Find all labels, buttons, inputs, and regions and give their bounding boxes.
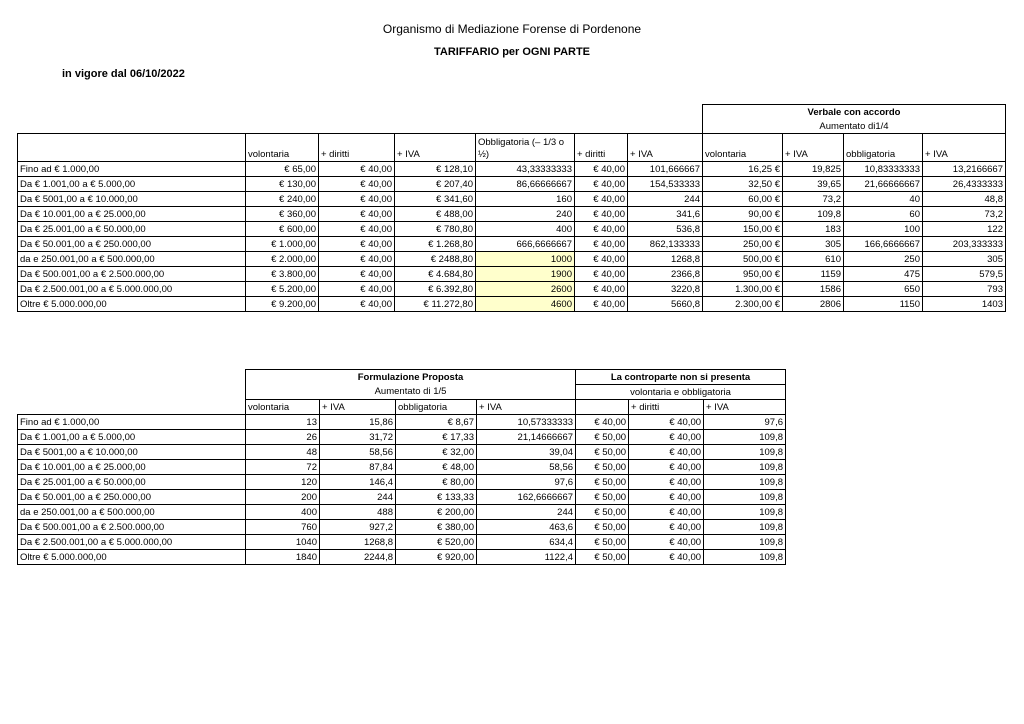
column-header: + IVA bbox=[395, 134, 476, 162]
table-cell: 109,8 bbox=[704, 535, 786, 550]
row-label: Da € 1.001,00 a € 5.000,00 bbox=[18, 430, 246, 445]
table-row bbox=[18, 430, 786, 445]
table-cell: € 50,00 bbox=[576, 520, 629, 535]
table-row bbox=[18, 282, 1006, 297]
table-cell: 13,2166667 bbox=[923, 162, 1006, 177]
row-label: Oltre € 5.000.000,00 bbox=[18, 297, 246, 312]
table-cell: 1040 bbox=[246, 535, 320, 550]
table-cell: 72 bbox=[246, 460, 320, 475]
table-cell: € 1.268,80 bbox=[395, 237, 476, 252]
table-cell: € 920,00 bbox=[396, 550, 477, 565]
table-cell: € 40,00 bbox=[575, 282, 628, 297]
table-cell: 1840 bbox=[246, 550, 320, 565]
table-cell: 162,6666667 bbox=[477, 490, 576, 505]
table-cell: 1268,8 bbox=[628, 252, 703, 267]
table-cell: € 2488,80 bbox=[395, 252, 476, 267]
row-label: da e 250.001,00 a € 500.000,00 bbox=[18, 505, 246, 520]
table-cell: € 240,00 bbox=[246, 192, 319, 207]
table-cell: € 207,40 bbox=[395, 177, 476, 192]
table-cell: € 40,00 bbox=[629, 535, 704, 550]
table-cell: € 600,00 bbox=[246, 222, 319, 237]
table-cell: € 380,00 bbox=[396, 520, 477, 535]
table-row bbox=[18, 192, 1006, 207]
document-subtitle: TARIFFARIO per OGNI PARTE bbox=[433, 46, 591, 58]
table-cell: 1586 bbox=[783, 282, 844, 297]
table-cell: € 780,80 bbox=[395, 222, 476, 237]
table-cell: 2366,8 bbox=[628, 267, 703, 282]
table-cell: € 50,00 bbox=[576, 505, 629, 520]
table-cell: 109,8 bbox=[704, 505, 786, 520]
tariff-header-row bbox=[18, 134, 1006, 162]
table-cell: 2600 bbox=[476, 282, 575, 297]
column-header: + IVA bbox=[923, 134, 1006, 162]
table-cell: 13 bbox=[246, 415, 320, 430]
row-label: Da € 500.001,00 a € 2.500.000,00 bbox=[18, 267, 246, 282]
absent-group-title: La controparte non si presenta bbox=[576, 370, 786, 385]
proposal-group-subtitle: Aumentato di 1/5 bbox=[246, 385, 576, 400]
table-cell: € 11.272,80 bbox=[395, 297, 476, 312]
table-cell: 1.300,00 € bbox=[703, 282, 783, 297]
table-cell: € 4.684,80 bbox=[395, 267, 476, 282]
row-label: da e 250.001,00 a € 500.000,00 bbox=[18, 252, 246, 267]
table-cell: 927,2 bbox=[320, 520, 396, 535]
table-cell: 39,65 bbox=[783, 177, 844, 192]
table-cell: 2.300,00 € bbox=[703, 297, 783, 312]
table-cell: 2244,8 bbox=[320, 550, 396, 565]
table-cell: 87,84 bbox=[320, 460, 396, 475]
table-cell: € 50,00 bbox=[576, 490, 629, 505]
table-cell: € 341,60 bbox=[395, 192, 476, 207]
table-row bbox=[18, 460, 786, 475]
table-cell: 86,66666667 bbox=[476, 177, 575, 192]
table-cell: 58,56 bbox=[320, 445, 396, 460]
table-cell: 150,00 € bbox=[703, 222, 783, 237]
table-cell: 31,72 bbox=[320, 430, 396, 445]
table-cell: 244 bbox=[477, 505, 576, 520]
table-cell: 1122,4 bbox=[477, 550, 576, 565]
table-row bbox=[18, 535, 786, 550]
table-cell: 48,8 bbox=[923, 192, 1006, 207]
table-cell: 26 bbox=[246, 430, 320, 445]
table-cell: 400 bbox=[476, 222, 575, 237]
table-cell: € 50,00 bbox=[576, 460, 629, 475]
column-header: obbligatoria bbox=[844, 134, 923, 162]
table-cell: € 40,00 bbox=[575, 252, 628, 267]
row-label: Da € 1.001,00 a € 5.000,00 bbox=[18, 177, 246, 192]
table-cell: 475 bbox=[844, 267, 923, 282]
table-cell: € 130,00 bbox=[246, 177, 319, 192]
row-label: Da € 500.001,00 a € 2.500.000,00 bbox=[18, 520, 246, 535]
table-row bbox=[18, 237, 1006, 252]
table-cell: 634,4 bbox=[477, 535, 576, 550]
table-cell: 16,25 € bbox=[703, 162, 783, 177]
table-row bbox=[18, 297, 1006, 312]
table-cell: 100 bbox=[844, 222, 923, 237]
table-cell: 109,8 bbox=[704, 445, 786, 460]
table-cell: 650 bbox=[844, 282, 923, 297]
table-cell: 21,14666667 bbox=[477, 430, 576, 445]
table-cell: 341,6 bbox=[628, 207, 703, 222]
table-cell: 536,8 bbox=[628, 222, 703, 237]
table-cell: 203,333333 bbox=[923, 237, 1006, 252]
table-cell: € 40,00 bbox=[319, 252, 395, 267]
table-row bbox=[18, 207, 1006, 222]
table-cell: 109,8 bbox=[704, 550, 786, 565]
table-cell: 1159 bbox=[783, 267, 844, 282]
table-row bbox=[18, 177, 1006, 192]
table-row bbox=[18, 162, 1006, 177]
table-cell: € 40,00 bbox=[319, 192, 395, 207]
table-cell: € 520,00 bbox=[396, 535, 477, 550]
table-cell: € 65,00 bbox=[246, 162, 319, 177]
row-label: Da € 10.001,00 a € 25.000,00 bbox=[18, 207, 246, 222]
row-label: Fino ad € 1.000,00 bbox=[18, 415, 246, 430]
table-cell: € 133,33 bbox=[396, 490, 477, 505]
table-cell: 3220,8 bbox=[628, 282, 703, 297]
column-header: obbligatoria bbox=[396, 400, 477, 415]
table-cell: 120 bbox=[246, 475, 320, 490]
table-cell: € 40,00 bbox=[575, 162, 628, 177]
table-row bbox=[18, 267, 1006, 282]
table-row bbox=[18, 550, 786, 565]
table-cell: € 40,00 bbox=[629, 520, 704, 535]
table-cell: 21,66666667 bbox=[844, 177, 923, 192]
table-cell: 97,6 bbox=[704, 415, 786, 430]
table-cell: € 6.392,80 bbox=[395, 282, 476, 297]
table-cell: € 40,00 bbox=[575, 207, 628, 222]
table-cell: € 48,00 bbox=[396, 460, 477, 475]
table-cell: 4600 bbox=[476, 297, 575, 312]
absent-group-subtitle: volontaria e obbligatoria bbox=[576, 385, 786, 400]
table-cell: 73,2 bbox=[783, 192, 844, 207]
table-cell: 109,8 bbox=[783, 207, 844, 222]
table-cell: € 40,00 bbox=[319, 162, 395, 177]
proposal-group-title: Formulazione Proposta bbox=[246, 370, 576, 385]
table-cell: 500,00 € bbox=[703, 252, 783, 267]
column-header: Obbligatoria (– 1/3 o ½) bbox=[476, 134, 575, 162]
table-cell: 19,825 bbox=[783, 162, 844, 177]
table-cell: € 80,00 bbox=[396, 475, 477, 490]
column-header: + IVA bbox=[783, 134, 844, 162]
table-cell: € 40,00 bbox=[575, 237, 628, 252]
table-cell: 1268,8 bbox=[320, 535, 396, 550]
table-cell: € 8,67 bbox=[396, 415, 477, 430]
table-cell: 97,6 bbox=[477, 475, 576, 490]
table-cell: € 128,10 bbox=[395, 162, 476, 177]
table-cell: 463,6 bbox=[477, 520, 576, 535]
table-cell: € 2.000,00 bbox=[246, 252, 319, 267]
row-label: Oltre € 5.000.000,00 bbox=[18, 550, 246, 565]
table-cell: 250 bbox=[844, 252, 923, 267]
table-row bbox=[18, 505, 786, 520]
table-cell: 60,00 € bbox=[703, 192, 783, 207]
table-cell: 183 bbox=[783, 222, 844, 237]
column-header: volontaria bbox=[246, 400, 320, 415]
row-label-header bbox=[18, 134, 246, 162]
table-cell: € 40,00 bbox=[319, 297, 395, 312]
table-cell: 43,33333333 bbox=[476, 162, 575, 177]
proposal-table bbox=[17, 369, 786, 565]
table-cell: 60 bbox=[844, 207, 923, 222]
table-cell: 400 bbox=[246, 505, 320, 520]
table-cell: € 40,00 bbox=[629, 550, 704, 565]
column-header: + IVA bbox=[320, 400, 396, 415]
column-header: + IVA bbox=[477, 400, 576, 415]
table-cell: € 40,00 bbox=[629, 415, 704, 430]
table-row bbox=[18, 252, 1006, 267]
table-cell: € 50,00 bbox=[576, 475, 629, 490]
table-cell: € 50,00 bbox=[576, 445, 629, 460]
table-cell: 58,56 bbox=[477, 460, 576, 475]
table-cell: 2806 bbox=[783, 297, 844, 312]
row-label: Da € 25.001,00 a € 50.000,00 bbox=[18, 475, 246, 490]
table-cell: 5660,8 bbox=[628, 297, 703, 312]
table-cell: € 40,00 bbox=[575, 267, 628, 282]
table-cell: 109,8 bbox=[704, 490, 786, 505]
table-row bbox=[18, 222, 1006, 237]
table-cell: 40 bbox=[844, 192, 923, 207]
row-label: Da € 25.001,00 a € 50.000,00 bbox=[18, 222, 246, 237]
table-cell: € 200,00 bbox=[396, 505, 477, 520]
row-label: Fino ad € 1.000,00 bbox=[18, 162, 246, 177]
table-cell: 109,8 bbox=[704, 475, 786, 490]
table-cell: 793 bbox=[923, 282, 1006, 297]
table-cell: € 17,33 bbox=[396, 430, 477, 445]
table-cell: 488 bbox=[320, 505, 396, 520]
table-cell: 1150 bbox=[844, 297, 923, 312]
table-cell: € 360,00 bbox=[246, 207, 319, 222]
table-cell: 10,57333333 bbox=[477, 415, 576, 430]
table-cell: € 40,00 bbox=[319, 267, 395, 282]
effective-date: in vigore dal 06/10/2022 bbox=[62, 68, 185, 80]
column-header: + diritti bbox=[575, 134, 628, 162]
table-cell: 109,8 bbox=[704, 520, 786, 535]
table-cell: € 488,00 bbox=[395, 207, 476, 222]
column-header: + IVA bbox=[704, 400, 786, 415]
table-cell: 305 bbox=[783, 237, 844, 252]
table-cell: 579,5 bbox=[923, 267, 1006, 282]
table-cell: € 40,00 bbox=[629, 445, 704, 460]
table-cell: 166,6666667 bbox=[844, 237, 923, 252]
column-header bbox=[576, 400, 629, 415]
column-header: + IVA bbox=[628, 134, 703, 162]
table-cell: 101,666667 bbox=[628, 162, 703, 177]
column-header: volontaria bbox=[246, 134, 319, 162]
table-cell: € 40,00 bbox=[319, 207, 395, 222]
table-cell: € 40,00 bbox=[575, 297, 628, 312]
table-cell: € 40,00 bbox=[575, 192, 628, 207]
table-cell: € 3.800,00 bbox=[246, 267, 319, 282]
verbale-group-title: Verbale con accordo bbox=[703, 105, 1006, 120]
table-cell: 610 bbox=[783, 252, 844, 267]
table-cell: € 40,00 bbox=[576, 415, 629, 430]
table-cell: € 40,00 bbox=[629, 505, 704, 520]
row-label: Da € 2.500.001,00 a € 5.000.000,00 bbox=[18, 282, 246, 297]
table-cell: € 40,00 bbox=[629, 430, 704, 445]
table-cell: 760 bbox=[246, 520, 320, 535]
table-cell: 48 bbox=[246, 445, 320, 460]
table-cell: € 1.000,00 bbox=[246, 237, 319, 252]
table-cell: 26,4333333 bbox=[923, 177, 1006, 192]
row-label: Da € 50.001,00 a € 250.000,00 bbox=[18, 490, 246, 505]
table-cell: € 40,00 bbox=[575, 222, 628, 237]
row-label-header bbox=[18, 400, 246, 415]
table-cell: 305 bbox=[923, 252, 1006, 267]
table-cell: 1900 bbox=[476, 267, 575, 282]
table-cell: € 40,00 bbox=[319, 237, 395, 252]
table-cell: 32,50 € bbox=[703, 177, 783, 192]
table-cell: € 40,00 bbox=[629, 475, 704, 490]
table-cell: 154,533333 bbox=[628, 177, 703, 192]
table-row bbox=[18, 415, 786, 430]
table-cell: 244 bbox=[628, 192, 703, 207]
table-cell: 73,2 bbox=[923, 207, 1006, 222]
table-row bbox=[18, 490, 786, 505]
column-header: + diritti bbox=[629, 400, 704, 415]
table-cell: € 50,00 bbox=[576, 430, 629, 445]
table-row bbox=[18, 475, 786, 490]
column-header: + diritti bbox=[319, 134, 395, 162]
row-label: Da € 5001,00 a € 10.000,00 bbox=[18, 445, 246, 460]
table-cell: € 40,00 bbox=[319, 222, 395, 237]
table-cell: 250,00 € bbox=[703, 237, 783, 252]
table-cell: € 40,00 bbox=[319, 282, 395, 297]
table-cell: € 50,00 bbox=[576, 535, 629, 550]
table-cell: 109,8 bbox=[704, 430, 786, 445]
table-cell: 1000 bbox=[476, 252, 575, 267]
table-row bbox=[18, 445, 786, 460]
table-cell: 950,00 € bbox=[703, 267, 783, 282]
table-cell: 10,83333333 bbox=[844, 162, 923, 177]
row-label: Da € 5001,00 a € 10.000,00 bbox=[18, 192, 246, 207]
table-cell: € 32,00 bbox=[396, 445, 477, 460]
table-cell: 244 bbox=[320, 490, 396, 505]
table-cell: 200 bbox=[246, 490, 320, 505]
table-cell: 109,8 bbox=[704, 460, 786, 475]
row-label: Da € 50.001,00 a € 250.000,00 bbox=[18, 237, 246, 252]
table-cell: € 40,00 bbox=[629, 490, 704, 505]
table-cell: 1403 bbox=[923, 297, 1006, 312]
table-cell: € 40,00 bbox=[629, 460, 704, 475]
row-label: Da € 2.500.001,00 a € 5.000.000,00 bbox=[18, 535, 246, 550]
document-title: Organismo di Mediazione Forense di Pordenone bbox=[382, 22, 642, 36]
table-cell: 90,00 € bbox=[703, 207, 783, 222]
proposal-header-row bbox=[18, 400, 786, 415]
table-cell: € 5.200,00 bbox=[246, 282, 319, 297]
table-cell: 862,133333 bbox=[628, 237, 703, 252]
table-cell: € 9.200,00 bbox=[246, 297, 319, 312]
tariff-table bbox=[17, 104, 1006, 312]
table-cell: € 40,00 bbox=[319, 177, 395, 192]
table-cell: 240 bbox=[476, 207, 575, 222]
table-cell: 15,86 bbox=[320, 415, 396, 430]
table-cell: 146,4 bbox=[320, 475, 396, 490]
table-cell: 122 bbox=[923, 222, 1006, 237]
table-cell: 666,6666667 bbox=[476, 237, 575, 252]
verbale-group-subtitle: Aumentato di1/4 bbox=[703, 119, 1006, 134]
table-cell: 39,04 bbox=[477, 445, 576, 460]
table-cell: 160 bbox=[476, 192, 575, 207]
column-header: volontaria bbox=[703, 134, 783, 162]
table-cell: € 40,00 bbox=[575, 177, 628, 192]
table-cell: € 50,00 bbox=[576, 550, 629, 565]
row-label: Da € 10.001,00 a € 25.000,00 bbox=[18, 460, 246, 475]
table-row bbox=[18, 520, 786, 535]
